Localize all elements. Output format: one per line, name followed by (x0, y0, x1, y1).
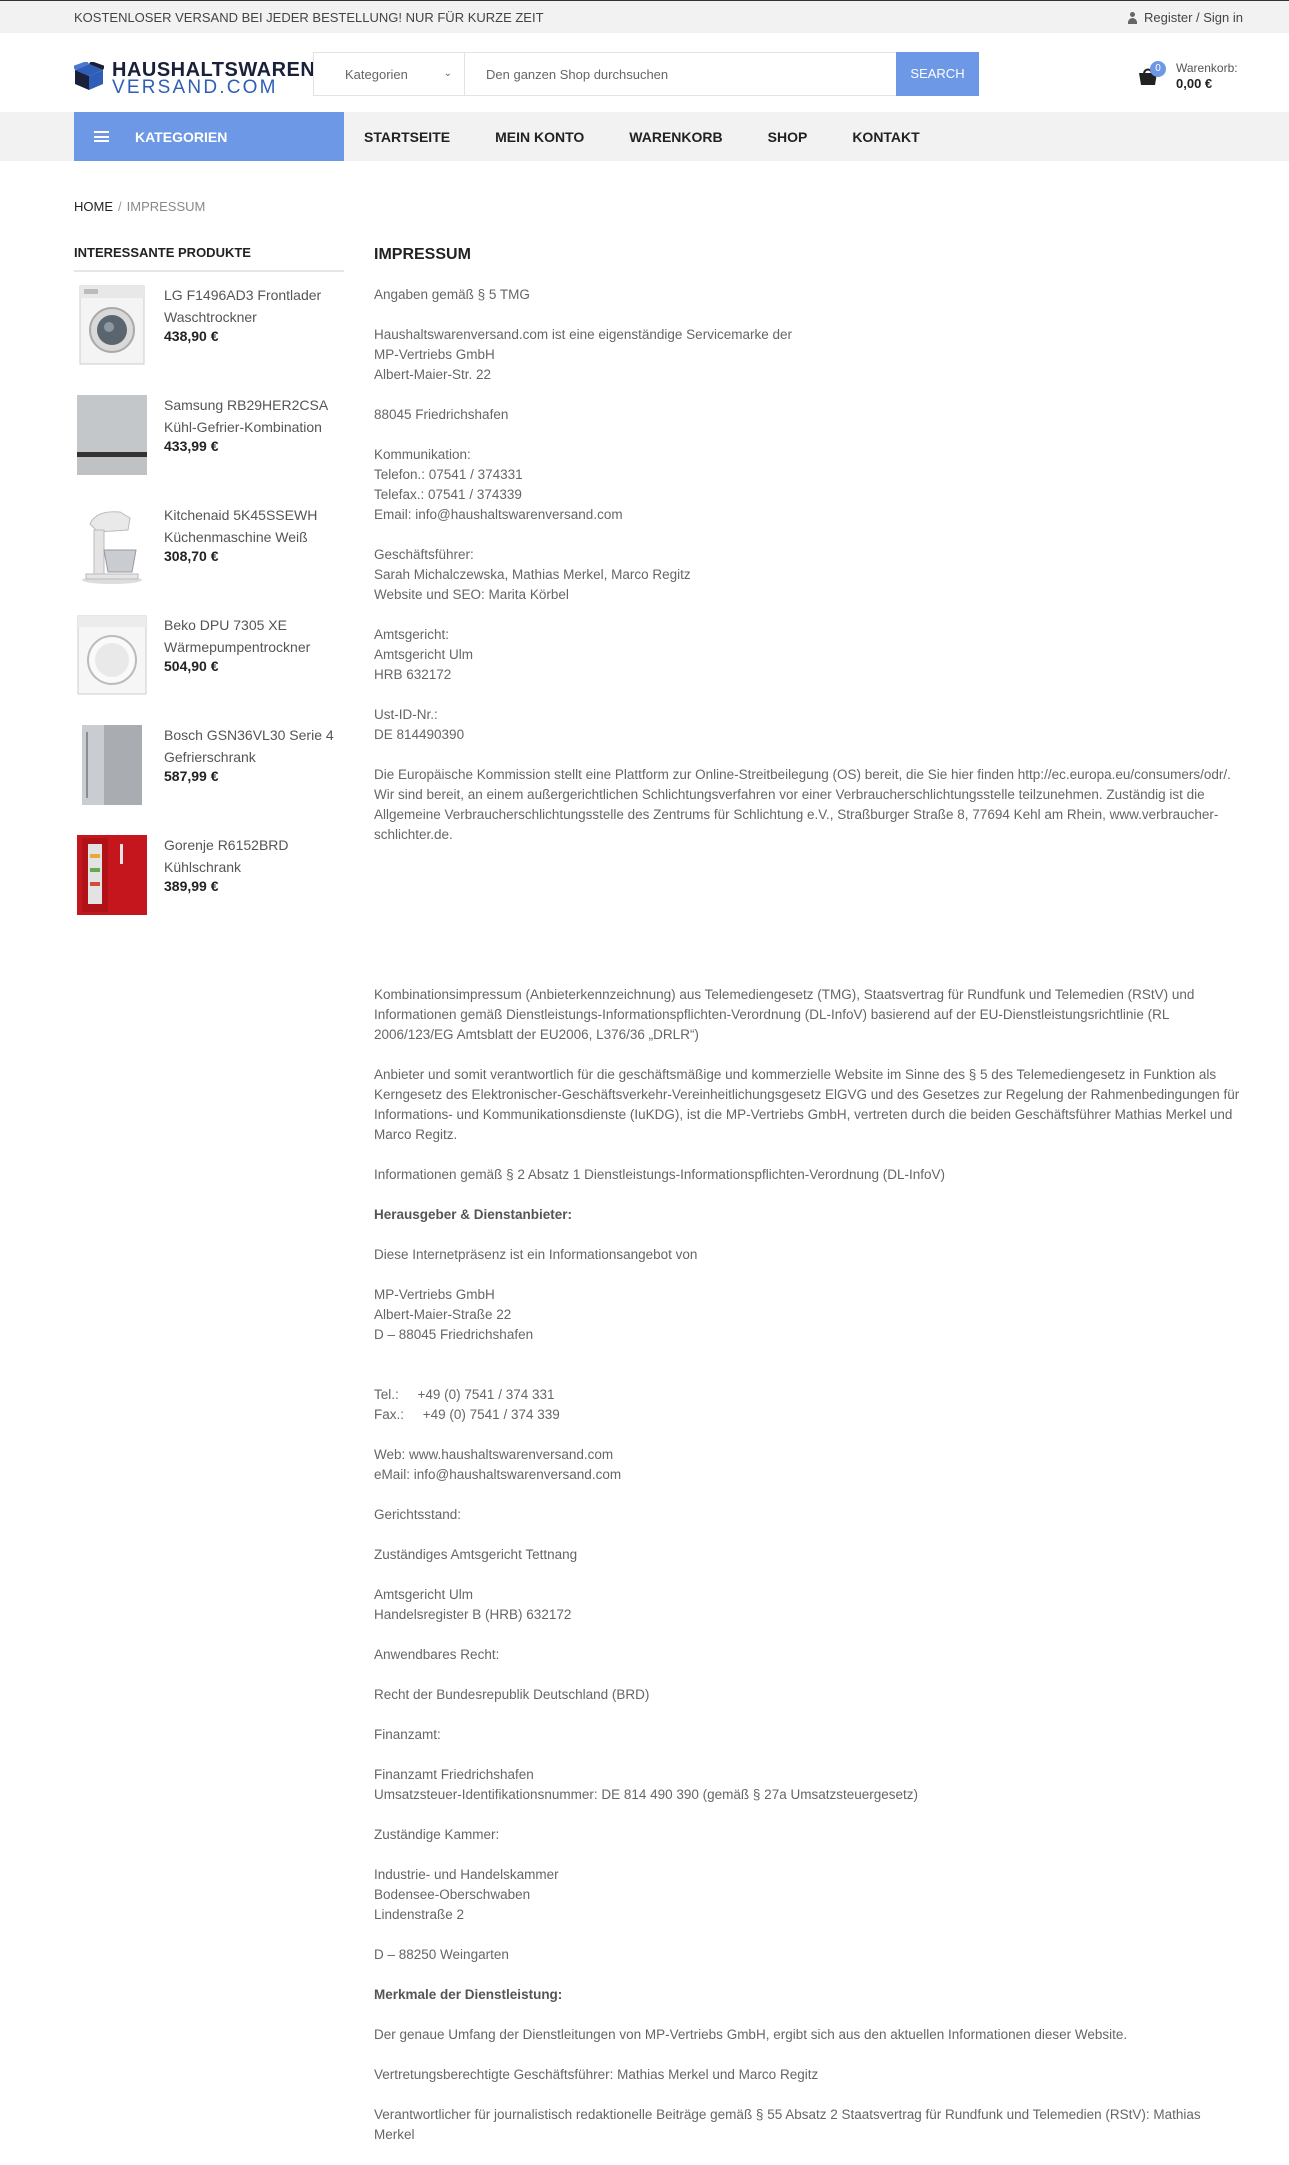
text-line: Geschäftsführer: (374, 547, 474, 562)
text-line: MP-Vertriebs GmbH (374, 347, 495, 362)
logo-text-top: HAUSHALTSWAREN (112, 59, 316, 81)
text-line: Kommunikation: (374, 447, 471, 462)
text-line: Fax.: +49 (0) 7541 / 374 339 (374, 1407, 560, 1422)
hamburger-icon (94, 131, 109, 142)
account-link[interactable] (1127, 10, 1243, 25)
search-bar (313, 52, 979, 96)
nav-links (344, 112, 945, 161)
user-icon (1127, 12, 1138, 24)
text-paragraph: Zuständige Kammer: (374, 1827, 500, 1842)
text-paragraph: Zuständiges Amtsgericht Tettnang (374, 1547, 578, 1562)
text-line: HRB 632172 (374, 667, 452, 682)
text-paragraph (374, 545, 1244, 605)
stand-mixer-image (76, 504, 148, 586)
product-name[interactable]: Gorenje R6152BRD Kühlschrank (164, 837, 289, 875)
text-paragraph: Informationen gemäß § 2 Absatz 1 Dienstleistungs-Informationspflichten-Verordnung (DL-InfoV) (374, 1167, 946, 1182)
text-line: Ust-ID-Nr.: (374, 707, 438, 722)
text-line: Amtsgericht Ulm (374, 647, 474, 662)
categories-label: KATEGORIEN (135, 129, 228, 145)
text-paragraph (374, 1765, 1244, 1805)
product-price: 438,90 € (164, 328, 219, 344)
breadcrumb-separator: / (118, 199, 122, 214)
text-paragraph: Anbieter und somit verantwortlich für die geschäftsmäßige und kommerzielle Website im Sinne des § 5 des Telemediengesetz in Funktion als Kerngesetz des Elektronischer-Geschäftsverkehr-Vereinheitlichungsgesetz ElGVG und des Gesetzes zur Regelung der Rahmenbedingungen für Informations- und Kommunikationsdienste (IuKDG), ist die MP-Vertriebs GmbH, vertreten durch die beiden Geschäftsführer Mathias Merkel und Marco Regitz. (374, 1067, 1240, 1142)
nav-link-shop[interactable]: SHOP (767, 129, 808, 145)
sidebar (74, 245, 344, 894)
cart-total: 0,00 € (1176, 76, 1213, 91)
search-button[interactable]: SEARCH (896, 52, 979, 96)
sidebar-product[interactable] (74, 504, 344, 594)
product-name[interactable]: LG F1496AD3 Frontlader Waschtrockner (164, 287, 322, 325)
text-paragraph (374, 1585, 1244, 1625)
breadcrumb (74, 199, 205, 214)
text-line: Web: www.haushaltswarenversand.com (374, 1447, 614, 1462)
site-header (0, 33, 1289, 112)
section-heading: Merkmale der Dienstleistung: (374, 1987, 563, 2002)
categories-menu-button[interactable] (74, 112, 344, 161)
text-paragraph (374, 1445, 1244, 1485)
text-line: Lindenstraße 2 (374, 1907, 465, 1922)
product-name[interactable]: Kitchenaid 5K45SSEWH Küchenmaschine Weiß (164, 507, 318, 545)
nav-link-kontakt[interactable]: KONTAKT (852, 129, 920, 145)
fridge-freezer-image (76, 394, 148, 476)
text-line: Haushaltswarenversand.com ist eine eigenständige Servicemarke der (374, 327, 792, 342)
nav-link-mein-konto[interactable]: MEIN KONTO (495, 129, 585, 145)
text-paragraph (374, 1365, 1244, 1425)
text-line: Albert-Maier-Straße 22 (374, 1307, 512, 1322)
text-paragraph: D – 88250 Weingarten (374, 1947, 509, 1962)
nav-link-warenkorb[interactable]: WARENKORB (629, 129, 723, 145)
text-line: Tel.: +49 (0) 7541 / 374 331 (374, 1387, 555, 1402)
sidebar-product[interactable] (74, 724, 344, 814)
product-name[interactable]: Bosch GSN36VL30 Serie 4 Gefrierschrank (164, 727, 334, 765)
breadcrumb-current: IMPRESSUM (126, 199, 206, 214)
text-paragraph (374, 625, 1244, 685)
product-name[interactable]: Samsung RB29HER2CSA Kühl-Gefrier-Kombination (164, 397, 328, 435)
promo-text: KOSTENLOSER VERSAND BEI JEDER BESTELLUNG! NUR FÜR KURZE ZEIT (74, 10, 544, 25)
text-paragraph: Vertretungsberechtigte Geschäftsführer: Mathias Merkel und Marco Regitz (374, 2067, 819, 2082)
main-navbar (0, 112, 1289, 161)
text-line: Finanzamt Friedrichshafen (374, 1767, 534, 1782)
sidebar-product[interactable] (74, 834, 344, 924)
text-line: Handelsregister B (HRB) 632172 (374, 1607, 572, 1622)
logo-text-bottom: VERSAND.COM (112, 77, 278, 98)
text-line: MP-Vertriebs GmbH (374, 1287, 495, 1302)
text-line: Telefon.: 07541 / 374331 (374, 467, 523, 482)
washer-dryer-image (76, 284, 148, 366)
freezer-image (76, 724, 148, 806)
text-paragraph: Der genaue Umfang der Dienstleitungen von MP-Vertriebs GmbH, ergibt sich aus den aktuellen Informationen dieser Website. (374, 2027, 1128, 2042)
text-paragraph: 88045 Friedrichshafen (374, 407, 509, 422)
nav-link-startseite[interactable]: STARTSEITE (364, 129, 451, 145)
product-name[interactable]: Beko DPU 7305 XE Wärmepumpentrockner (164, 617, 311, 655)
text-line: eMail: info@haushaltswarenversand.com (374, 1467, 622, 1482)
text-line: Umsatzsteuer-Identifikationsnummer: DE 814 490 390 (gemäß § 27a Umsatzsteuergesetz) (374, 1787, 919, 1802)
cart-widget[interactable] (1137, 58, 1247, 98)
text-paragraph: Gerichtsstand: (374, 1507, 462, 1522)
page-title: IMPRESSUM (374, 246, 471, 263)
cart-count-badge: 0 (1150, 61, 1166, 77)
category-select-label: Kategorien (345, 67, 408, 82)
product-price: 308,70 € (164, 548, 219, 564)
text-paragraph (374, 1285, 1244, 1345)
text-paragraph: Angaben gemäß § 5 TMG (374, 287, 530, 302)
box-logo-icon (74, 62, 104, 91)
text-line: Amtsgericht: (374, 627, 450, 642)
product-price: 587,99 € (164, 768, 219, 784)
text-paragraph: Anwendbares Recht: (374, 1647, 500, 1662)
text-paragraph: Verantwortlicher für journalistisch redaktionelle Beiträge gemäß § 55 Absatz 2 Staatsvertrag für Rundfunk und Telemedien (RStV): Mathias Merkel (374, 2107, 1201, 2142)
text-line: D – 88045 Friedrichshafen (374, 1327, 534, 1342)
chevron-down-icon: ⌄ (443, 68, 452, 79)
text-line: Sarah Michalczewska, Mathias Merkel, Marco Regitz (374, 567, 691, 582)
site-logo[interactable] (74, 59, 316, 98)
impressum-content (374, 245, 1244, 2165)
text-paragraph (374, 1865, 1244, 1925)
text-line: DE 814490390 (374, 727, 465, 742)
category-select[interactable] (314, 53, 465, 95)
sidebar-product[interactable] (74, 284, 344, 374)
text-line: Email: info@haushaltswarenversand.com (374, 507, 623, 522)
red-fridge-image (76, 834, 148, 916)
product-price: 389,99 € (164, 878, 219, 894)
text-paragraph (374, 325, 1244, 385)
text-line: Telefax.: 07541 / 374339 (374, 487, 522, 502)
text-paragraph: Kombinationsimpressum (Anbieterkennzeichnung) aus Telemediengesetz (TMG), Staatsvertrag für Rundfunk und Telemedien (RStV) und Informationen gemäß Dienstleistungs-Informationspflichten-Verordnung (DL-InfoV) basierend auf der EU-Dienstleistungsrichtlinie (RL 2006/123/EG Amtsblatt der EU2006, L376/36 „DRLR“) (374, 987, 1195, 1042)
text-paragraph: Recht der Bundesrepublik Deutschland (BRD) (374, 1687, 650, 1702)
text-paragraph: Die Europäische Kommission stellt eine Plattform zur Online-Streitbeilegung (OS) bereit, die Sie hier finden http://ec.europa.eu/consumers/odr/. Wir sind bereit, an einem außergerichtlichen Schlichtungsverfahren vor einer Verbraucherschlichtungsstelle teilzunehmen. Zuständig ist die Allgemeine Verbraucherschlichtungsstelle des Zentrums für Schlichtung e.V., Straßburger Straße 8, 77694 Kehl am Rhein, www.verbraucher-schlichter.de. (374, 767, 1231, 842)
sidebar-title: INTERESSANTE PRODUKTE (74, 245, 344, 272)
breadcrumb-home[interactable]: HOME (74, 199, 113, 214)
text-paragraph: Finanzamt: (374, 1727, 441, 1742)
top-bar (0, 0, 1289, 33)
cart-label: Warenkorb: (1176, 61, 1238, 75)
text-paragraph: Diese Internetpräsenz ist ein Informationsangebot von (374, 1247, 698, 1262)
text-paragraph (374, 445, 1244, 525)
blank-space (374, 865, 1244, 985)
text-paragraph (374, 705, 1244, 745)
text-line: Amtsgericht Ulm (374, 1587, 474, 1602)
sidebar-product[interactable] (74, 614, 344, 704)
register-signin-label[interactable]: Register / Sign in (1144, 10, 1243, 25)
product-price: 504,90 € (164, 658, 219, 674)
text-line: Industrie- und Handelskammer (374, 1867, 559, 1882)
search-input[interactable] (466, 53, 890, 95)
dryer-image (76, 614, 148, 696)
text-line: Website und SEO: Marita Körbel (374, 587, 569, 602)
section-heading: Herausgeber & Dienstanbieter: (374, 1207, 573, 1222)
product-price: 433,99 € (164, 438, 219, 454)
sidebar-product[interactable] (74, 394, 344, 484)
text-line: Albert-Maier-Str. 22 (374, 367, 492, 382)
text-line: Bodensee-Oberschwaben (374, 1887, 531, 1902)
